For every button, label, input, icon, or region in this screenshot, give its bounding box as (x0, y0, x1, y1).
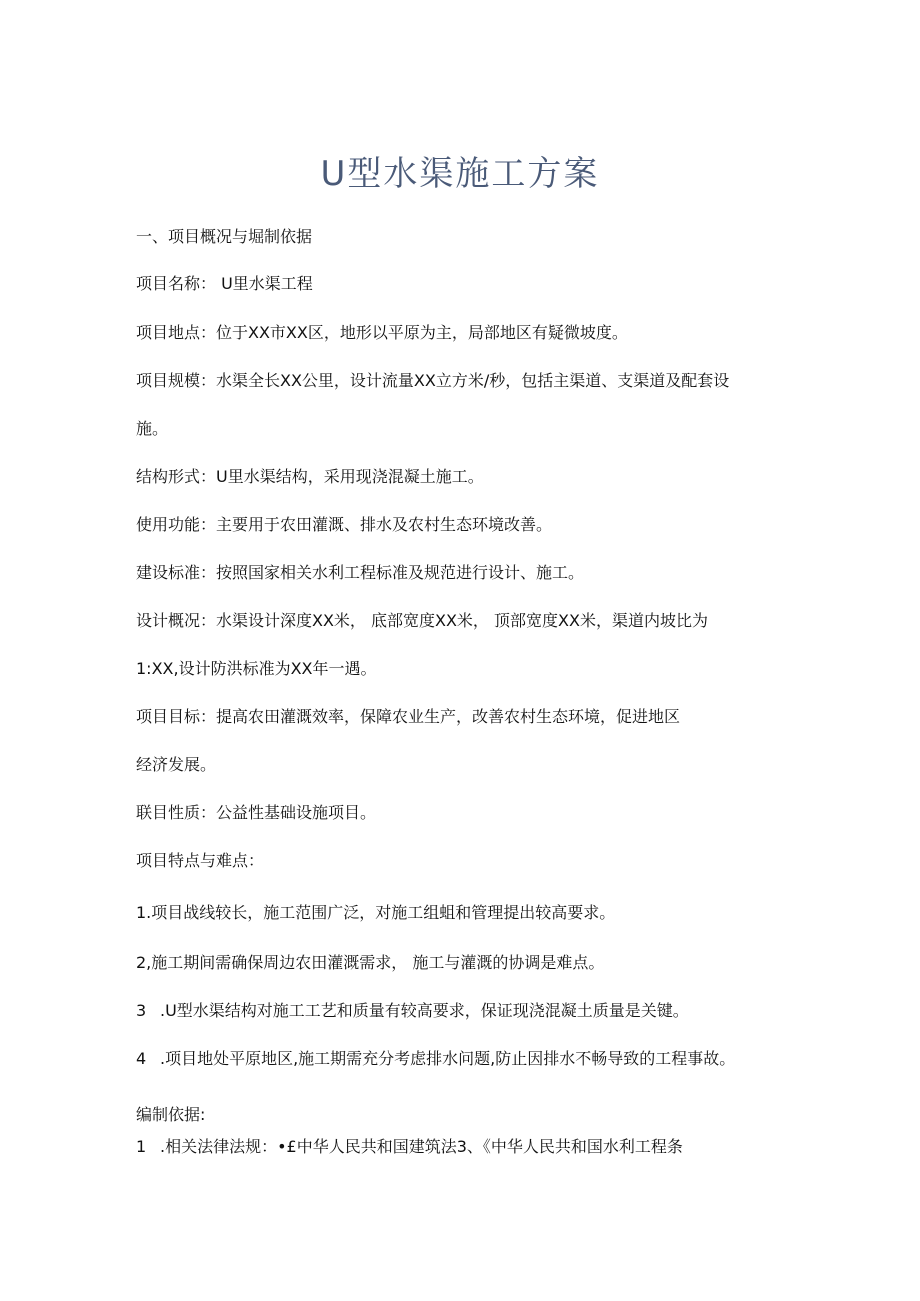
feature-item-4-text: .项目地处平原地区,施工期需充分考虑排水问题,防止因排水不畅导致的工程事故。 (160, 1049, 736, 1068)
feature-item-4-number: 4 (136, 1049, 147, 1068)
standard-line: 建设标准：按照国家相关水利工程标准及规范进行设计、施工。 (136, 563, 585, 582)
basis-item-1 (136, 1137, 816, 1157)
basis-heading: 编制依据: (136, 1105, 206, 1124)
basis-item-1-number: 1 (136, 1137, 147, 1156)
design-overview-line-continued: 1:XX,设计防洪标准为XX年一遇。 (136, 659, 377, 678)
document-title: U型水渠施工方案 (320, 154, 600, 194)
feature-item-1: 1.项目战线较长，施工范围广泛，对施工组蛆和管理提出较高要求。 (136, 903, 616, 922)
project-nature-line: 联目性质：公益性基础设施项目。 (136, 803, 377, 822)
project-scale-line: 项目规模：水渠全长XX公里，设计流量XX立方米/秒，包括主渠道、支渠道及配套设 (136, 371, 730, 390)
feature-item-4 (136, 1049, 816, 1069)
feature-item-3 (136, 1001, 816, 1021)
design-overview-line: 设计概况：水渠设计深度XX米， 底部宽度XX米， 顶部宽度XX米，渠道内坡比为 (136, 611, 708, 630)
project-location-line: 项目地点：位于XX市XX区，地形以平原为主，局部地区有疑微坡度。 (136, 323, 628, 342)
feature-item-3-number: 3 (136, 1001, 147, 1020)
structure-form-line: 结构形式：U里水渠结构，采用现浇混凝土施工。 (136, 467, 484, 486)
feature-item-2: 2,施工期间需确保周边农田灌溉需求， 施工与灌溉的协调是难点。 (136, 953, 605, 972)
project-goal-line: 项目目标：提高农田灌溉效率，保障农业生产，改善农村生态环境，促进地区 (136, 707, 681, 726)
project-scale-line-continued: 施。 (136, 419, 169, 438)
function-line: 使用功能：主要用于农田灌溉、排水及农村生态环境改善。 (136, 515, 553, 534)
project-name-line: 项目名称： U里水渠工程 (136, 274, 313, 293)
section-heading: 一、项目概况与堀制依据 (136, 227, 313, 246)
project-goal-line-continued: 经济发展。 (136, 755, 217, 774)
features-heading: 项目特点与难点： (136, 851, 265, 870)
feature-item-3-text: .U型水渠结构对施工工艺和质量有较高要求，保证现浇混凝土质量是关键。 (160, 1001, 689, 1020)
basis-item-1-text: .相关法律法规：•£中华人民共和国建筑法3、《中华人民共和国水利工程条 (160, 1137, 683, 1156)
